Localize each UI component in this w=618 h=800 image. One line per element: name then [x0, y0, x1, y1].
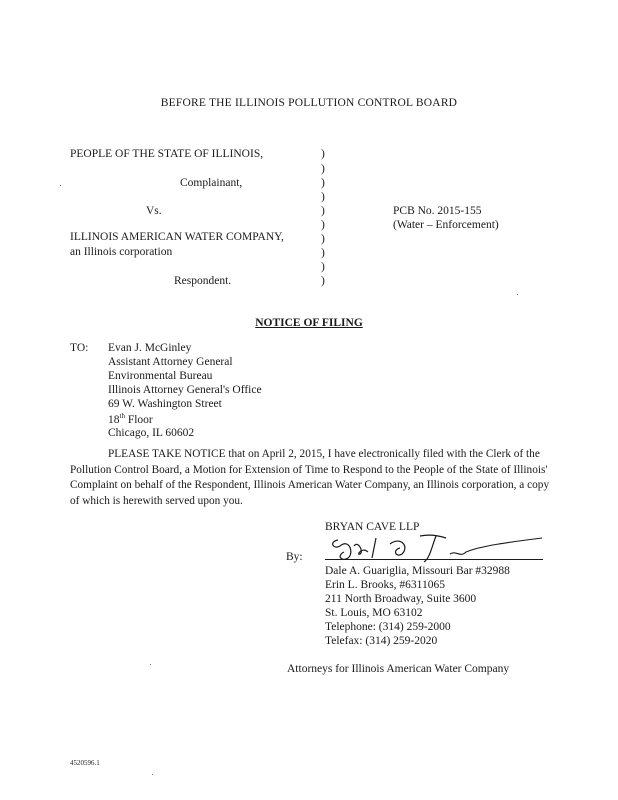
attorneys-for: Attorneys for Illinois American Water Company	[287, 663, 510, 675]
recipient-line: Evan J. McGinley	[108, 342, 192, 354]
document-id: 4520596.1	[70, 759, 100, 767]
complainant-name: PEOPLE OF THE STATE OF ILLINOIS,	[70, 148, 264, 160]
signer-line: Erin L. Brooks, #6311065	[325, 579, 445, 591]
caption-paren: )	[321, 148, 325, 160]
scan-speck	[152, 774, 153, 775]
recipient-line: Chicago, IL 60602	[108, 427, 195, 439]
respondent-description: an Illinois corporation	[70, 246, 173, 258]
versus-label: Vs.	[146, 205, 162, 217]
complainant-role: Complainant,	[180, 177, 243, 189]
caption-paren: )	[321, 205, 325, 217]
scan-speck	[60, 185, 61, 186]
document-title: BEFORE THE ILLINOIS POLLUTION CONTROL BOARD	[160, 97, 458, 109]
caption-paren: )	[321, 261, 325, 273]
signer-line: 211 North Broadway, Suite 3600	[325, 593, 477, 605]
scan-speck	[150, 664, 151, 665]
by-label: By:	[286, 551, 303, 563]
handwritten-signature	[320, 528, 548, 568]
recipient-floor	[108, 413, 153, 426]
signer-line: Telephone: (314) 259-2000	[325, 621, 451, 633]
caption-paren: )	[321, 247, 325, 259]
respondent-role: Respondent.	[174, 275, 232, 287]
recipient-line: Environmental Bureau	[108, 370, 213, 382]
signer-line: Telefax: (314) 259-2020	[325, 635, 438, 647]
case-type: (Water – Enforcement)	[393, 219, 499, 231]
caption-paren: )	[321, 219, 325, 231]
signature-line	[325, 559, 543, 560]
recipient-line: Illinois Attorney General's Office	[108, 384, 262, 396]
notice-title: NOTICE OF FILING	[255, 317, 363, 329]
caption-paren: )	[321, 163, 325, 175]
caption-paren: )	[321, 191, 325, 203]
floor-number: 18	[108, 413, 120, 426]
scan-speck	[517, 294, 518, 295]
firm-name: BRYAN CAVE LLP	[325, 521, 420, 533]
to-label: TO:	[70, 342, 89, 354]
caption-paren: )	[321, 233, 325, 245]
signer-line: St. Louis, MO 63102	[325, 607, 423, 619]
case-number: PCB No. 2015-155	[393, 205, 482, 217]
recipient-line: Assistant Attorney General	[108, 356, 233, 368]
caption-paren: )	[321, 177, 325, 189]
caption-paren: )	[321, 275, 325, 287]
notice-body-text: PLEASE TAKE NOTICE that on April 2, 2015, I have electronically filed with the Clerk of the Pollution Control Board, a Motion for Extension of Time to Respond to the People of the State of Illinois' Complaint on behalf of the Respondent, Illinois American Water Company, an Illinois corporation, a copy of which is herewith served upon you.	[70, 448, 550, 507]
recipient-line: 69 W. Washington Street	[108, 398, 222, 410]
respondent-name: ILLINOIS AMERICAN WATER COMPANY,	[70, 231, 284, 243]
floor-suffix: th	[119, 412, 125, 420]
signer-line: Dale A. Guariglia, Missouri Bar #32988	[325, 565, 510, 577]
notice-body	[70, 447, 556, 509]
floor-word: Floor	[127, 413, 153, 426]
